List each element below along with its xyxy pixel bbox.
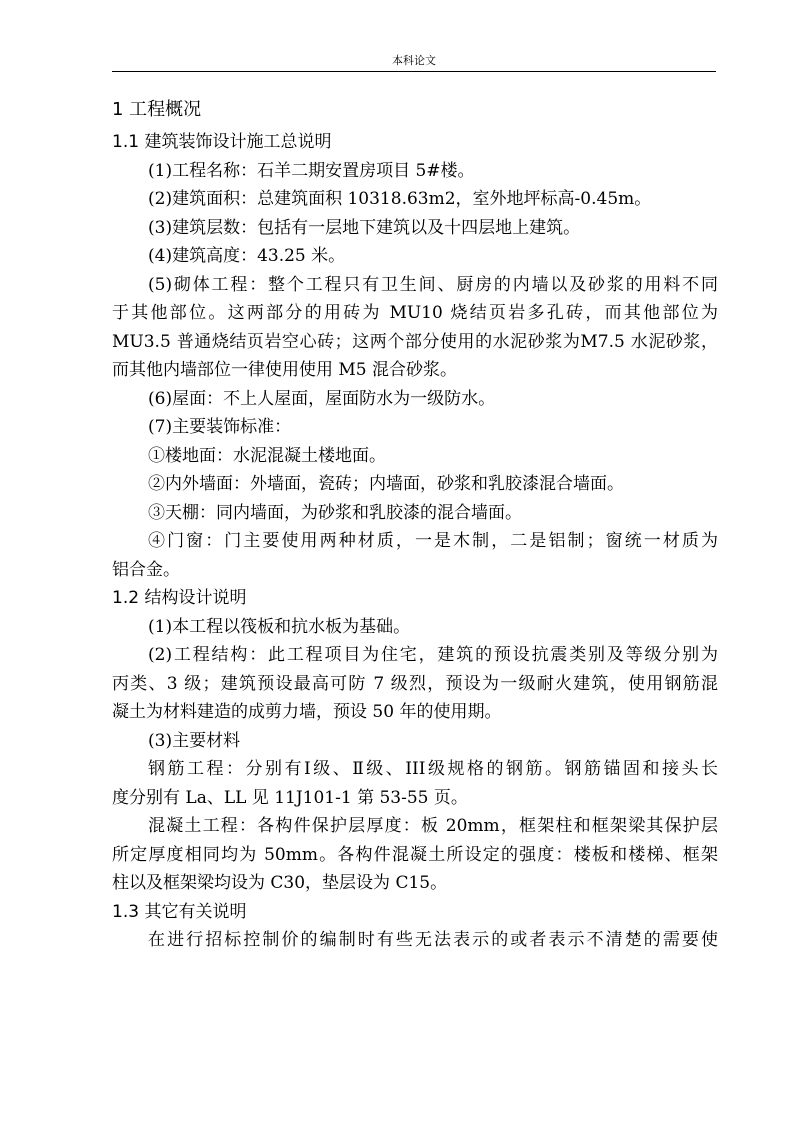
text-line: (2)建筑面积：总建筑面积 10318.63m2，室外地坪标高-0.45m。 bbox=[148, 189, 652, 209]
text-line: (1)本工程以筏板和抗水板为基础。 bbox=[148, 616, 411, 637]
text-line: 钢筋工程：分别有Ⅰ级、Ⅱ级、III级规格的钢筋。钢筋锚固和接头长 bbox=[148, 759, 718, 779]
section-heading: 1.2 结构设计说明 bbox=[112, 588, 247, 608]
text-line: 凝土为材料建造的成剪力墙，预设 50 年的使用期。 bbox=[112, 702, 502, 722]
text-line: 度分别有 La、LL 见 11J101-1 第 53-55 页。 bbox=[112, 787, 468, 808]
text-line: (2)工程结构：此工程项目为住宅，建筑的预设抗震类别及等级分别为 bbox=[148, 645, 718, 665]
text-line: (1)工程名称：石羊二期安置房项目 5#楼。 bbox=[148, 160, 475, 181]
text-line: 而其他内墙部位一律使用使用 M5 混合砂浆。 bbox=[112, 360, 458, 380]
header-divider bbox=[112, 71, 716, 72]
text-line: 丙类、3 级；建筑预设最高可防 7 级烈，预设为一级耐火建筑，使用钢筋混 bbox=[112, 673, 718, 694]
text-line: ②内外墙面：外墙面，瓷砖；内墙面，砂浆和乳胶漆混合墙面。 bbox=[148, 474, 624, 494]
text-line: (4)建筑高度：43.25 米。 bbox=[148, 246, 346, 266]
text-line: 混凝土工程：各构件保护层厚度：板 20mm，框架柱和框架梁其保护层 bbox=[148, 816, 718, 836]
text-line: 于其他部位。这两部分的用砖为 MU10 烧结页岩多孔砖，而其他部位为 bbox=[112, 303, 718, 323]
section-heading: 1.3 其它有关说明 bbox=[112, 901, 247, 922]
page-header: 本科论文 bbox=[392, 54, 436, 67]
text-line: (3)建筑层数：包括有一层地下建筑以及十四层地上建筑。 bbox=[148, 217, 581, 238]
text-line: ④门窗：门主要使用两种材质，一是木制，二是铝制；窗统一材质为 bbox=[148, 531, 718, 551]
text-line: 铝合金。 bbox=[112, 559, 180, 580]
text-line: 在进行招标控制价的编制时有些无法表示的或者表示不清楚的需要使 bbox=[148, 930, 718, 950]
text-line: ③天棚：同内墙面，为砂浆和乳胶漆的混合墙面。 bbox=[148, 502, 522, 523]
text-line: (7)主要装饰标准： bbox=[148, 417, 292, 437]
text-line: (5)砌体工程：整个工程只有卫生间、厨房的内墙以及砂浆的用料不同 bbox=[148, 274, 718, 295]
document-body bbox=[112, 96, 718, 955]
text-line: ①楼地面：水泥混凝土楼地面。 bbox=[148, 445, 386, 466]
text-line: 柱以及框架梁均设为 C30，垫层设为 C15。 bbox=[112, 873, 448, 893]
text-line: (3)主要材料 bbox=[148, 730, 241, 751]
text-line: 所定厚度相同均为 50mm。各构件混凝土所设定的强度：楼板和楼梯、框架 bbox=[112, 844, 718, 865]
text-line: MU3.5 普通烧结页岩空心砖；这两个部分使用的水泥砂浆为M7.5 水泥砂浆， bbox=[112, 331, 718, 352]
text-line: (6)屋面：不上人屋面，屋面防水为一级防水。 bbox=[148, 388, 496, 409]
section-heading: 1.1 建筑装饰设计施工总说明 bbox=[112, 132, 332, 152]
section-heading: 1 工程概况 bbox=[112, 99, 202, 120]
